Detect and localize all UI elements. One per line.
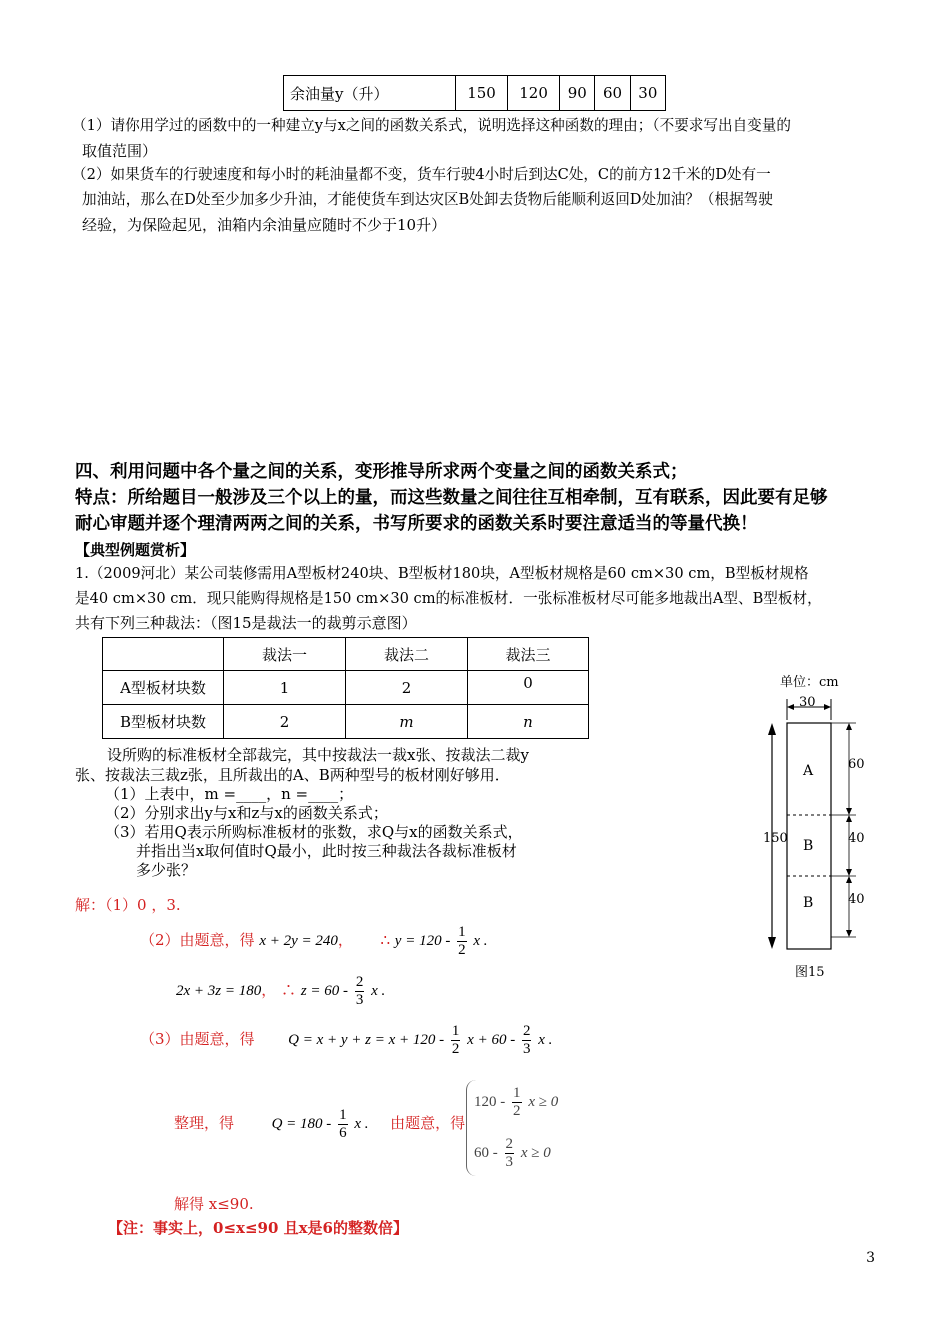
condition-label: 由题意，得 (390, 1114, 466, 1132)
equation: x + 60 - (467, 1032, 516, 1048)
denominator: 2 (458, 941, 466, 958)
oil-table-label: 余油量y（升） (284, 76, 456, 111)
numerator: 1 (513, 1084, 521, 1101)
equation: x . (538, 1032, 553, 1048)
example-line1: 1.（2009河北）某公司装修需用A型板材240块、B型板材180块，A型板材规格是60 cm×30 cm，B型板材规格 (75, 565, 809, 582)
cut-table-cell: n (468, 705, 589, 739)
fraction (451, 1023, 461, 1058)
denominator: 2 (451, 1040, 460, 1057)
fraction (457, 924, 467, 959)
question-1-line2: 取值范围） (82, 142, 158, 160)
solution-part3-line (140, 1022, 552, 1058)
equation: x . (371, 983, 386, 999)
figure-segment-size: 60 (848, 757, 865, 772)
page-number: 3 (866, 1250, 875, 1266)
example-line2: 是40 cm×30 cm．现只能购得规格是150 cm×30 cm的标准板材．一张标准板材尽可能多地裁出A型、B型板材， (75, 590, 822, 607)
figure-diagram (750, 690, 870, 965)
separator: ， (261, 981, 277, 999)
problem-part3-line1: （3）若用Q表示所购标准板材的张数，求Q与x的函数关系式， (105, 823, 523, 841)
simplify-label: 整理，得 (174, 1114, 235, 1132)
condition-expr: x ≥ 0 (528, 1094, 559, 1110)
denominator: 3 (522, 1040, 531, 1057)
numerator: 1 (451, 1022, 460, 1039)
equation: x . (354, 1116, 369, 1132)
equation: y = 120 - (394, 933, 451, 949)
numerator: 1 (458, 923, 466, 940)
problem-part3-line2: 并指出当x取何值时Q最小，此时按三种裁法各裁标准板材 (136, 842, 517, 860)
section-feature-line2: 耐心审题并逐个理清两两之间的关系，书写所要求的函数关系时要注意适当的等量代换！ (75, 514, 758, 534)
oil-table-cell: 90 (560, 76, 595, 111)
figure-segment-label: A (803, 763, 814, 779)
oil-table-cell: 120 (508, 76, 560, 111)
solution-part2-label: （2）由题意，得 (140, 931, 255, 949)
example-line3: 共有下列三种裁法：（图15是裁法一的裁剪示意图） (75, 614, 417, 632)
question-2-line3: 经验，为保险起见，油箱内余油量应随时不少于10升） (82, 216, 447, 234)
fraction (505, 1136, 515, 1171)
figure-width-label: 30 (799, 695, 816, 710)
solution-result: 解得 x≤90. (174, 1195, 254, 1213)
condition-expr: 120 - (474, 1094, 506, 1110)
fraction (522, 1023, 532, 1058)
numerator: 2 (522, 1022, 531, 1039)
solution-part2-line1 (140, 923, 488, 959)
solution-part1: 解：（1）0 ，3. (75, 896, 181, 914)
problem-part3-line3: 多少张？ (136, 861, 197, 879)
section-feature-line1: 特点：所给题目一般涉及三个以上的量，而这些数量之间往往互相牵制，互有联系，因此要有足够 (75, 488, 828, 508)
numerator: 1 (339, 1106, 347, 1123)
equation: x . (473, 933, 488, 949)
solution-part3-label: （3）由题意，得 (140, 1030, 255, 1048)
cut-table-cell: 1 (224, 671, 346, 705)
fraction (355, 974, 365, 1009)
therefore-symbol: ∴ (281, 981, 297, 999)
problem-part2: （2）分别求出y与x和z与x的函数关系式； (105, 804, 388, 822)
section-title: 四、利用问题中各个量之间的关系，变形推导所求两个变量之间的函数关系式； (75, 462, 688, 482)
condition-expr: 60 - (474, 1145, 498, 1161)
figure-segment-label: B (803, 838, 814, 854)
cut-table-cell: 0 (468, 671, 589, 705)
question-2-line2: 加油站，那么在D处至少加多少升油，才能使货车到达灾区B处卸去货物后能顺利返回D处加油？（根据驾驶 (82, 191, 773, 208)
cut-table-header (103, 638, 224, 671)
denominator: 3 (355, 991, 364, 1008)
equation: z = 60 - (300, 983, 349, 999)
cut-table-cell: 2 (346, 671, 468, 705)
numerator: 2 (355, 973, 364, 990)
equation: 2x + 3z = 180 (176, 983, 262, 999)
solution-part2-line2 (176, 973, 385, 1009)
cut-table-row-label: A型板材块数 (103, 671, 224, 705)
cut-table (102, 637, 589, 739)
separator: ， (337, 931, 353, 949)
numerator: 2 (505, 1135, 514, 1152)
cut-table-cell: 2 (224, 705, 346, 739)
cut-table-header: 裁法二 (346, 638, 468, 671)
denominator: 2 (513, 1102, 521, 1119)
figure-segment-label: B (803, 895, 814, 911)
equation: Q = 180 - (271, 1116, 332, 1132)
oil-table (283, 75, 666, 111)
condition-expr: x ≥ 0 (520, 1145, 551, 1161)
denominator: 3 (505, 1153, 514, 1170)
cut-table-cell: m (346, 705, 468, 739)
solution-simplify-line (174, 1106, 465, 1142)
question-1-line1: （1）请你用学过的函数中的一种建立y与x之间的函数关系式，说明选择这种函数的理由；（不要求写出自变量的 (72, 117, 791, 134)
figure-total-label: 150 (763, 831, 788, 846)
condition-2 (474, 1135, 551, 1171)
example-subheading: 【典型例题赏析】 (75, 541, 196, 559)
figure-segment-size: 40 (848, 831, 865, 846)
cut-table-row-label: B型板材块数 (103, 705, 224, 739)
equation: x + 2y = 240 (259, 933, 338, 949)
figure-segment-size: 40 (848, 892, 865, 907)
figure-caption: 图15 (795, 965, 825, 980)
fraction (512, 1085, 522, 1120)
fraction (338, 1107, 348, 1142)
problem-intro2: 张、按裁法三裁z张，且所裁出的A、B两种型号的板材刚好够用． (75, 766, 510, 784)
problem-part1: （1）上表中，m =____，n =____； (105, 785, 354, 803)
oil-table-cell: 150 (456, 76, 508, 111)
solution-note: 【注：事实上，0≤x≤90 且x是6的整数倍】 (108, 1219, 408, 1237)
cut-table-header: 裁法三 (468, 638, 589, 671)
oil-table-cell: 30 (630, 76, 665, 111)
figure-unit: 单位：cm (780, 675, 839, 690)
condition-1 (474, 1084, 558, 1120)
equation: Q = x + y + z = x + 120 - (288, 1032, 445, 1048)
therefore-symbol: ∴ (380, 931, 391, 949)
oil-table-cell: 60 (595, 76, 630, 111)
denominator: 6 (339, 1124, 347, 1141)
question-2-line1: （2）如果货车的行驶速度和每小时的耗油量都不变，货车行驶4小时后到达C处，C的前方12千米的D处有一 (72, 166, 771, 183)
problem-intro1: 设所购的标准板材全部裁完，其中按裁法一裁x张、按裁法二裁y (107, 746, 529, 764)
cut-table-header: 裁法一 (224, 638, 346, 671)
